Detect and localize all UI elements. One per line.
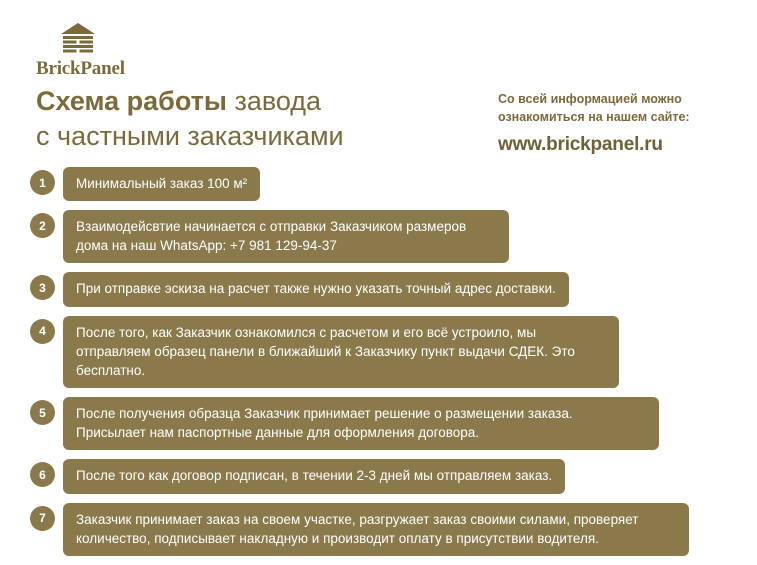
step-number-badge: 2: [30, 213, 55, 238]
page-title-line2: с частными заказчиками: [36, 120, 344, 151]
step-number-badge: 4: [30, 319, 55, 344]
page-title-bold: Схема работы: [36, 86, 227, 116]
brick-house-icon: [58, 22, 98, 56]
list-item: [30, 316, 730, 388]
step-text: Заказчик принимает заказ на своем участке, разгружает заказ своими силами, проверяет количество, подписывает накладную и производит оплату в присутствии водителя.: [63, 503, 689, 556]
step-text: После того как договор подписан, в течении 2-3 дней мы отправляем заказ.: [63, 459, 565, 493]
website-url[interactable]: www.brickpanel.ru: [498, 134, 663, 156]
list-item: [30, 210, 730, 263]
logo-text: BrickPanel: [36, 58, 125, 79]
step-number-badge: 5: [30, 400, 55, 425]
site-info-line1: Со всей информацией можно: [498, 92, 682, 106]
step-number-badge: 1: [30, 170, 55, 195]
site-info-line2: ознакомиться на нашем сайте:: [498, 110, 690, 125]
step-number-badge: 3: [30, 275, 55, 300]
step-text: При отправке эскиза на расчет также нужно указать точный адрес доставки.: [63, 272, 569, 306]
step-text: После того, как Заказчик ознакомился с расчетом и его всё устроило, мы отправляем образец панели в ближайший к Заказчику пункт выдачи СДЕК. Это бесплатно.: [63, 316, 619, 388]
step-number-badge: 7: [30, 506, 55, 531]
list-item: [30, 167, 730, 201]
step-number-badge: 6: [30, 462, 55, 487]
step-text: Взаимодейсвтие начинается с отправки Заказчиком размеров дома на наш WhatsApp: +7 981 129-94-37: [63, 210, 509, 263]
step-text: После получения образца Заказчик принимает решение о размещении заказа. Присылает нам паспортные данные для оформления договора.: [63, 397, 659, 450]
steps-list: [30, 167, 730, 565]
list-item: [30, 272, 730, 306]
page-title: [36, 84, 456, 153]
step-text: Минимальный заказ 100 м²: [63, 167, 260, 201]
logo: [36, 22, 246, 80]
site-info: [498, 90, 738, 156]
list-item: [30, 397, 730, 450]
list-item: [30, 459, 730, 493]
page-title-rest: завода: [226, 86, 322, 116]
list-item: [30, 503, 730, 556]
